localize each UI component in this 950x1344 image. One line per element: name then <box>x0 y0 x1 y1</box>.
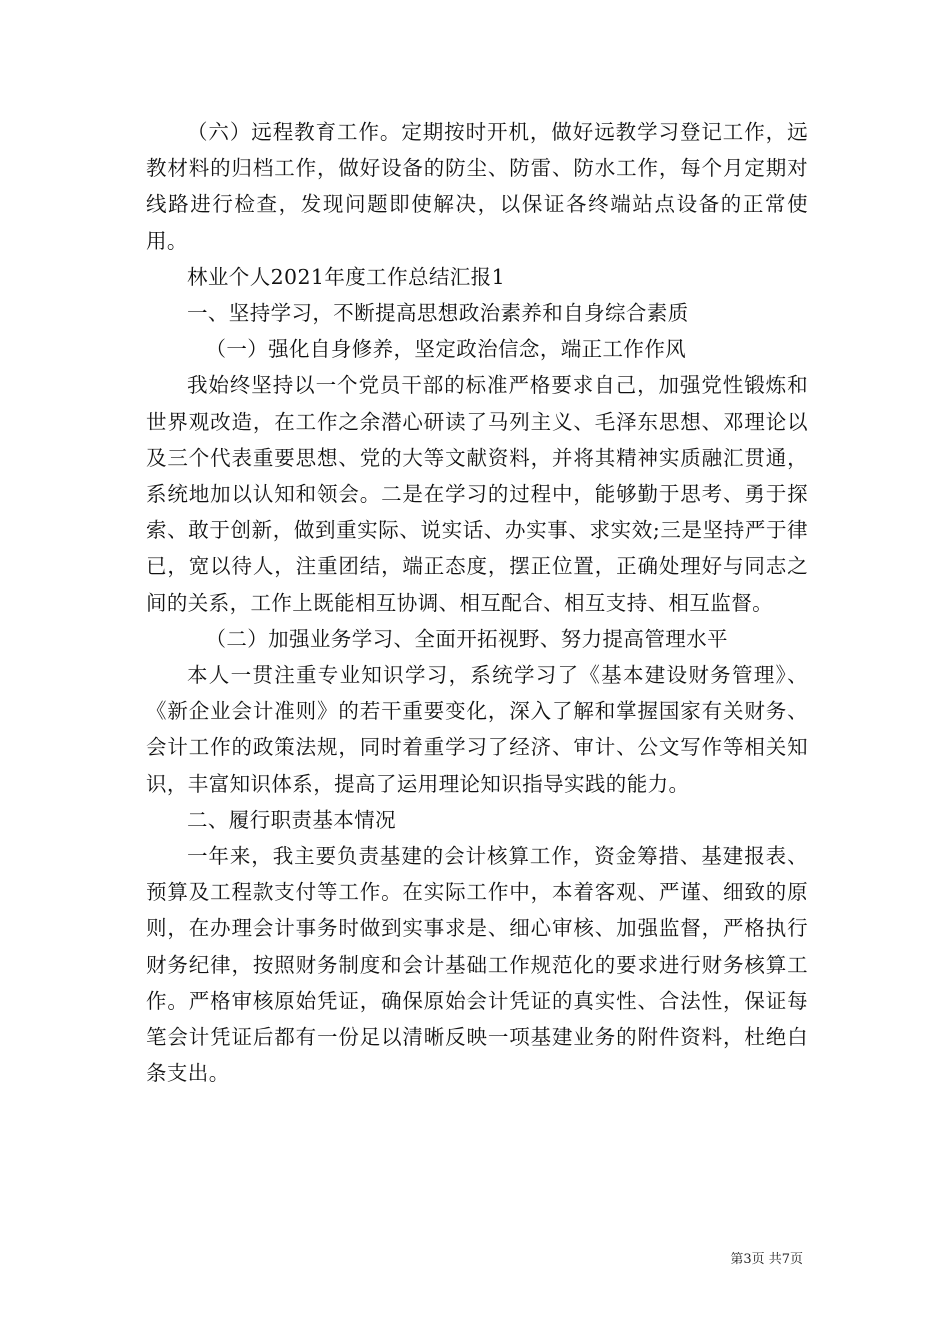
heading-part-one: 一、坚持学习，不断提高思想政治素养和自身综合素质 <box>187 301 689 326</box>
subheading-business-study: （二）加强业务学习、全面开拓视野、努力提高管理水平 <box>205 626 728 651</box>
page-number-footer: 第3页 共7页 <box>730 1252 803 1267</box>
subheading-self-cultivation: （一）强化自身修养，坚定政治信念，端正工作作风 <box>205 337 687 362</box>
document-body <box>146 114 808 1091</box>
paragraph-accounting-duties: 一年来，我主要负责基建的会计核算工作，资金筹措、基建报表、预算及工程款支付等工作。在实际工作中，本着客观、严谨、细致的原则，在办理会计事务时做到实事求是、细心审核、加强监督，严格执行财务纪律，按照财务制度和会计基础工作规范化的要求进行财务核算工作。严格审核原始凭证，确保原始会计凭证的真实性、合法性，保证每笔会计凭证后都有一份足以清晰反映一项基建业务的附件资料，杜绝白条支出。 <box>146 844 808 1086</box>
heading-part-two: 二、履行职责基本情况 <box>187 807 396 832</box>
section-title: 林业个人2021年度工作总结汇报1 <box>187 264 506 289</box>
paragraph-remote-education: （六）远程教育工作。定期按时开机，做好远教学习登记工作，远教材料的归档工作，做好设备的防尘、防雷、防水工作，每个月定期对线路进行检查，发现问题即使解决，以保证各终端站点设备的正常使用。 <box>146 120 808 253</box>
paragraph-party-standards: 我始终坚持以一个党员干部的标准严格要求自己，加强党性锻炼和世界观改造，在工作之余潜心研读了马列主义、毛泽东思想、邓理论以及三个代表重要思想、党的大等文献资料，并将其精神实质融汇贯通，系统地加以认知和领会。二是在学习的过程中，能够勤于思考、勇于探索、敢于创新，做到重实际、说实话、办实事、求实效;三是坚持严于律已，宽以待人，注重团结，端正态度，摆正位置，正确处理好与同志之间的关系，工作上既能相互协调、相互配合、相互支持、相互监督。 <box>146 373 808 615</box>
paragraph-professional-knowledge: 本人一贯注重专业知识学习，系统学习了《基本建设财务管理》、《新企业会计准则》的若干重要变化，深入了解和掌握国家有关财务、会计工作的政策法规，同时着重学习了经济、审计、公文写作等相关知识，丰富知识体系，提高了运用理论知识指导实践的能力。 <box>146 663 808 796</box>
